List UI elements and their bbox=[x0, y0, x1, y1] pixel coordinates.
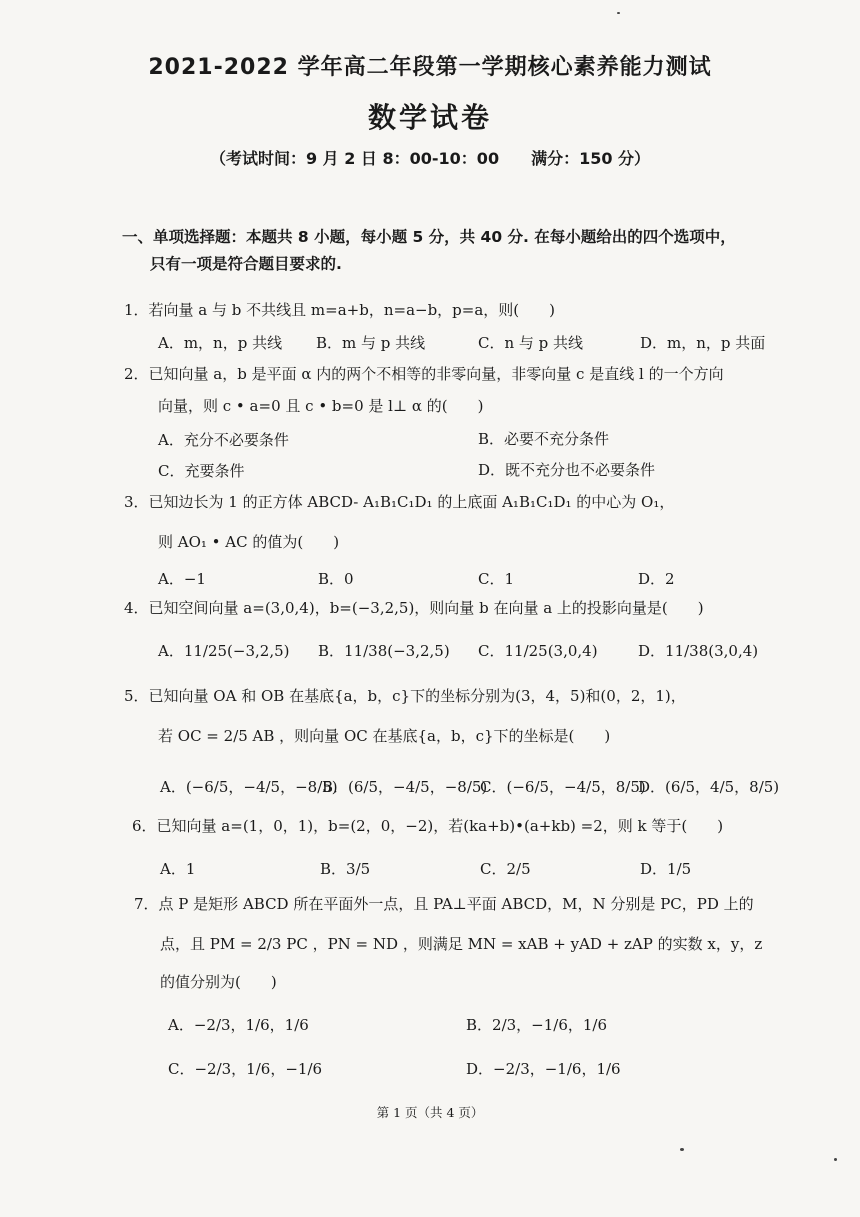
question-3-stem: 3．已知边长为 1 的正方体 ABCD- A₁B₁C₁D₁ 的上底面 A₁B₁C₁D₁ 的中心为 O₁， bbox=[124, 493, 675, 511]
question-7-stem: 7．点 P 是矩形 ABCD 所在平面外一点，且 PA⊥平面 ABCD，M，N 分别是 PC，PD 上的 bbox=[134, 895, 754, 913]
scan-speck bbox=[834, 1158, 837, 1161]
question-7-option-b: B．2/3，−1/6，1/6 bbox=[466, 1016, 608, 1034]
question-7-option-c: C．−2/3，1/6，−1/6 bbox=[168, 1060, 323, 1078]
question-4-stem: 4．已知空间向量 a=(3,0,4)，b=(−3,2,5)，则向量 b 在向量 a 上的投影向量是( ) bbox=[124, 599, 704, 617]
section-heading: 一、单项选择题：本题共 8 小题，每小题 5 分，共 40 分. 在每小题给出的四个选项中， bbox=[122, 228, 736, 246]
question-2-option-c: C．充要条件 bbox=[158, 462, 245, 480]
question-3-option-a: A．−1 bbox=[158, 570, 206, 588]
question-1-option-a: A．m，n，p 共线 bbox=[158, 334, 283, 352]
question-7-stem-cont: 点，且 PM = 2/3 PC ，PN = ND ，则满足 MN = xAB + yAD + zAP 的实数 x，y，z bbox=[160, 935, 763, 953]
question-6-option-a: A．1 bbox=[160, 860, 196, 878]
question-6-option-d: D．1/5 bbox=[640, 860, 692, 878]
question-4-option-b: B．11/38(−3,2,5) bbox=[318, 642, 450, 660]
question-5-option-c: C．(−6/5，−4/5，8/5) bbox=[480, 778, 646, 796]
question-6-stem: 6．已知向量 a=(1，0，1)，b=(2，0，−2)，若(ka+b)•(a+kb) =2，则 k 等于( ) bbox=[132, 817, 724, 835]
question-4-option-d: D．11/38(3,0,4) bbox=[638, 642, 759, 660]
question-2-option-a: A．充分不必要条件 bbox=[158, 431, 289, 449]
question-4-option-a: A．11/25(−3,2,5) bbox=[158, 642, 290, 660]
question-2-stem: 2．已知向量 a，b 是平面 α 内的两个不相等的非零向量，非零向量 c 是直线 l 的一个方向 bbox=[124, 365, 724, 383]
question-3-stem-cont: 则 AO₁ • AC 的值为( ) bbox=[158, 533, 340, 551]
question-5-option-d: D．(6/5，4/5，8/5) bbox=[638, 778, 780, 796]
question-1-option-b: B．m 与 p 共线 bbox=[316, 334, 426, 352]
question-7-stem-cont2: 的值分别为( ) bbox=[160, 973, 277, 991]
question-2-stem-cont: 向量，则 c • a=0 且 c • b=0 是 l⊥ α 的( ) bbox=[158, 397, 484, 415]
question-7-option-d: D．−2/3，−1/6，1/6 bbox=[466, 1060, 621, 1078]
question-6-option-c: C．2/5 bbox=[480, 860, 531, 878]
exam-info: （考试时间：9 月 2 日 8：00-10：00 满分：150 分） bbox=[209, 149, 651, 168]
question-4-option-c: C．11/25(3,0,4) bbox=[478, 642, 598, 660]
question-5-option-b: B．(6/5，−4/5，−8/5) bbox=[322, 778, 488, 796]
question-2-option-d: D．既不充分也不必要条件 bbox=[478, 461, 656, 479]
question-6-option-b: B．3/5 bbox=[320, 860, 371, 878]
paper-title: 数学试卷 bbox=[367, 101, 492, 134]
scan-speck bbox=[680, 1148, 684, 1151]
question-1-option-c: C．n 与 p 共线 bbox=[478, 334, 584, 352]
question-2-option-b: B．必要不充分条件 bbox=[478, 430, 610, 448]
question-5-option-a: A．(−6/5，−4/5，−8/5) bbox=[160, 778, 338, 796]
scan-speck bbox=[617, 12, 620, 14]
question-5-stem: 5．已知向量 OA 和 OB 在基底{a，b，c}下的坐标分别为(3，4，5)和(0，2，1)， bbox=[124, 687, 686, 705]
question-1-option-d: D．m，n，p 共面 bbox=[640, 334, 766, 352]
exam-title: 2021-2022 学年高二年段第一学期核心素养能力测试 bbox=[148, 55, 712, 80]
question-5-stem-cont: 若 OC = 2/5 AB ，则向量 OC 在基底{a，b，c}下的坐标是( ) bbox=[158, 727, 611, 745]
question-1-stem: 1．若向量 a 与 b 不共线且 m=a+b，n=a−b，p=a，则( ) bbox=[124, 301, 555, 319]
question-3-option-c: C．1 bbox=[478, 570, 515, 588]
question-3-option-b: B．0 bbox=[318, 570, 354, 588]
question-3-option-d: D．2 bbox=[638, 570, 675, 588]
section-heading-cont: 只有一项是符合题目要求的. bbox=[150, 255, 342, 273]
page-number: 第 1 页（共 4 页） bbox=[376, 1105, 484, 1120]
question-7-option-a: A．−2/3，1/6，1/6 bbox=[168, 1016, 309, 1034]
